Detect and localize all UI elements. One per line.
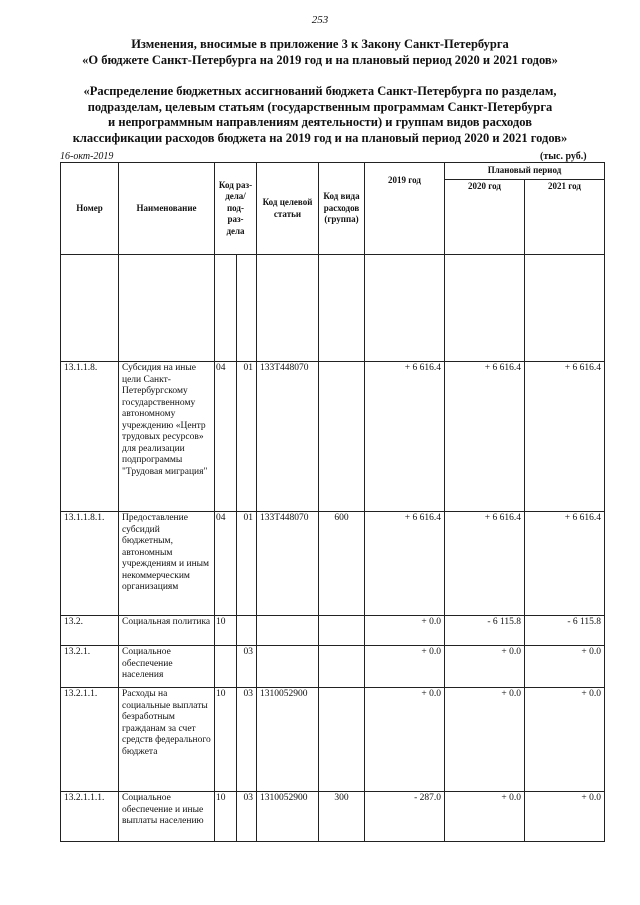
header-expense-type: Код вида расходов (группа)	[319, 163, 365, 255]
row-number: 13.1.1.8.	[61, 362, 119, 512]
table-row	[61, 255, 605, 362]
row-expense-type	[319, 616, 365, 646]
table-row	[61, 646, 605, 688]
row-name: Расходы на социальные выплаты безработным гражданам за счет средств федерального бюджета	[119, 688, 215, 792]
document-subtitle	[40, 84, 600, 146]
row-value-2019: + 0.0	[365, 616, 445, 646]
subtitle-line-3: и непрограммным направлениям деятельности) и группам видов расходов	[108, 115, 532, 129]
document-date: 16-окт-2019	[60, 151, 114, 162]
header-2020: 2020 год	[445, 180, 525, 255]
row-number: 13.2.	[61, 616, 119, 646]
title-line-2: «О бюджете Санкт-Петербурга на 2019 год и на плановый период 2020 и 2021 годов»	[82, 53, 558, 67]
row-subsection: 01	[237, 362, 257, 512]
row-target: 1310052900	[257, 792, 319, 842]
row-value-2020: + 6 616.4	[445, 362, 525, 512]
row-value-2021: + 0.0	[525, 688, 605, 792]
row-subsection: 03	[237, 688, 257, 792]
row-value-2019: + 6 616.4	[365, 512, 445, 616]
row-subsection	[237, 616, 257, 646]
row-name: Субсидия на иные цели Санкт-Петербургскому государственному автономному учреждению «Центр трудовых ресурсов» для реализации подпрограммы "Трудовая миграция"	[119, 362, 215, 512]
row-value-2019: + 0.0	[365, 688, 445, 792]
row-value-2021: - 6 115.8	[525, 616, 605, 646]
table-row	[61, 362, 605, 512]
row-number: 13.2.1.1.	[61, 688, 119, 792]
row-expense-type	[319, 688, 365, 792]
table-row	[61, 688, 605, 792]
row-value-2021: + 6 616.4	[525, 362, 605, 512]
row-subsection: 03	[237, 646, 257, 688]
row-value-2020: + 6 616.4	[445, 512, 525, 616]
row-number: 13.2.1.1.1.	[61, 792, 119, 842]
row-target	[257, 616, 319, 646]
row-section: 04	[215, 362, 237, 512]
subtitle-line-2: подразделам, целевым статьям (государственным программам Санкт-Петербурга	[87, 99, 553, 114]
units-label: (тыс. руб.)	[540, 151, 587, 162]
row-value-2020: + 0.0	[445, 792, 525, 842]
row-value-2020: + 0.0	[445, 646, 525, 688]
row-section	[215, 646, 237, 688]
row-target: 133Т448070	[257, 362, 319, 512]
row-number: 13.1.1.8.1.	[61, 512, 119, 616]
row-value-2020: - 6 115.8	[445, 616, 525, 646]
row-value-2019: - 287.0	[365, 792, 445, 842]
row-value-2020: + 0.0	[445, 688, 525, 792]
table-row	[61, 616, 605, 646]
row-value-2019: + 0.0	[365, 646, 445, 688]
row-expense-type	[319, 646, 365, 688]
row-value-2021: + 0.0	[525, 646, 605, 688]
row-number: 13.2.1.	[61, 646, 119, 688]
header-planned-period: Плановый период	[445, 163, 605, 180]
row-subsection: 01	[237, 512, 257, 616]
header-2019: 2019 год	[365, 163, 445, 255]
header-section-code: Код раз- дела/ под- раз- дела	[215, 163, 257, 255]
row-subsection: 03	[237, 792, 257, 842]
header-number: Номер	[61, 163, 119, 255]
page-number: 253	[311, 14, 329, 26]
row-value-2021: + 0.0	[525, 792, 605, 842]
subtitle-line-4: классификации расходов бюджета на 2019 год и на плановый период 2020 и 2021 годов»	[72, 130, 568, 145]
row-name: Социальное обеспечение и иные выплаты населению	[119, 792, 215, 842]
row-value-2019: + 6 616.4	[365, 362, 445, 512]
row-value-2021: + 6 616.4	[525, 512, 605, 616]
document-title	[40, 36, 600, 68]
table-row	[61, 792, 605, 842]
row-target: 133Т448070	[257, 512, 319, 616]
header-2021: 2021 год	[525, 180, 605, 255]
row-expense-type: 600	[319, 512, 365, 616]
table-row	[61, 512, 605, 616]
row-section: 10	[215, 616, 237, 646]
header-name: Наименование	[119, 163, 215, 255]
row-name: Социальная политика	[119, 616, 215, 646]
row-name: Социальное обеспечение населения	[119, 646, 215, 688]
row-name: Предоставление субсидий бюджетным, автономным учреждениям и иным некоммерческим организациям	[119, 512, 215, 616]
row-target	[257, 646, 319, 688]
row-expense-type	[319, 362, 365, 512]
row-section: 10	[215, 792, 237, 842]
budget-table	[60, 162, 605, 842]
row-section: 10	[215, 688, 237, 792]
header-target-code: Код целевой статьи	[257, 163, 319, 255]
row-section: 04	[215, 512, 237, 616]
title-line-1: Изменения, вносимые в приложение 3 к Закону Санкт-Петербурга	[131, 37, 509, 51]
subtitle-line-1: «Распределение бюджетных ассигнований бюджета Санкт-Петербурга по разделам,	[83, 84, 557, 98]
row-expense-type: 300	[319, 792, 365, 842]
row-target: 1310052900	[257, 688, 319, 792]
